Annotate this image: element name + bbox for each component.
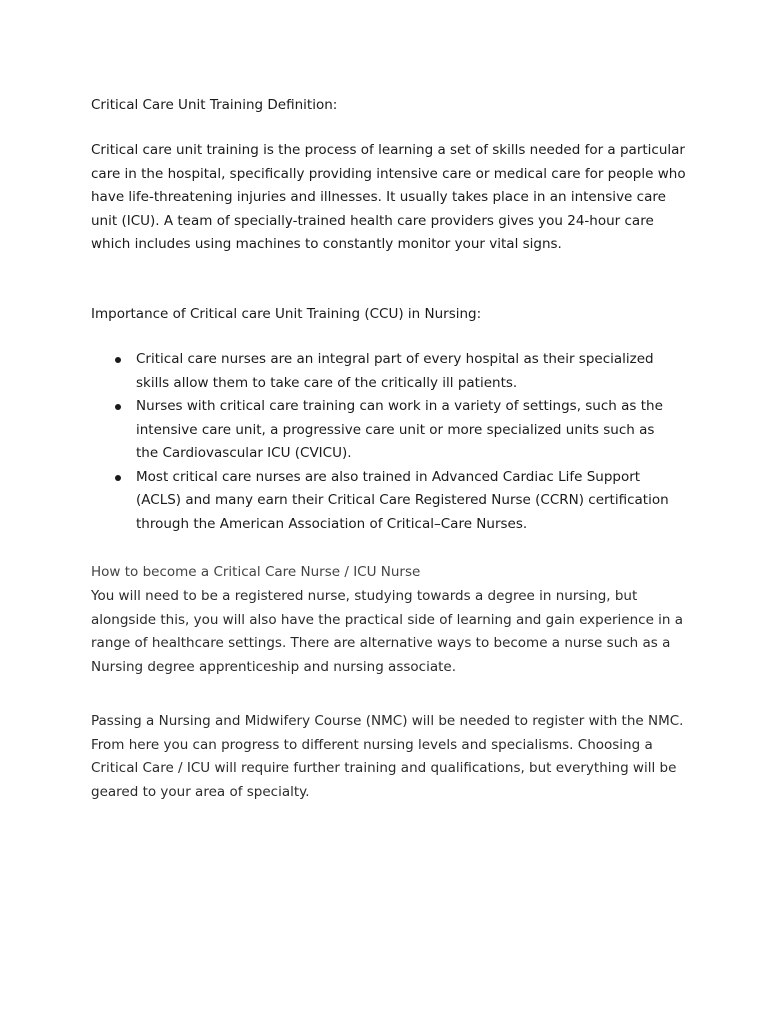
bullet-item <box>112 466 672 537</box>
bullet-icon <box>115 404 121 410</box>
bullet-item <box>112 395 672 466</box>
bullet-icon <box>115 357 121 363</box>
become-heading: How to become a Critical Care Nurse / ICU Nurse <box>91 564 421 580</box>
become-paragraph: You will need to be a registered nurse, studying towards a degree in nursing, but alongside this, you will also have the practical side of learning and gain experience in a range of healthcare settings. There are alternative ways to become a nurse such as a Nursing degree apprenticeship and nursing associate. <box>91 588 684 675</box>
importance-bullet-list <box>112 348 672 536</box>
bullet-text: Most critical care nurses are also trained in Advanced Cardiac Life Support (ACLS) and many earn their Critical Care Registered Nurse (CCRN) certification through the American Association of Critical–Care Nurses. <box>136 468 669 532</box>
definition-heading: Critical Care Unit Training Definition: <box>91 97 338 113</box>
bullet-text: Critical care nurses are an integral part of every hospital as their specialized skills allow them to take care of the critically ill patients. <box>136 351 654 391</box>
bullet-icon <box>115 475 121 481</box>
bullet-item <box>112 348 672 395</box>
importance-heading: Importance of Critical care Unit Training (CCU) in Nursing: <box>91 306 482 322</box>
bullet-text: Nurses with critical care training can work in a variety of settings, such as the intensive care unit, a progressive care unit or more specialized units such as the Cardiovascular ICU (CVICU). <box>136 398 663 461</box>
passing-paragraph: Passing a Nursing and Midwifery Course (NMC) will be needed to register with the NMC. From here you can progress to different nursing levels and specialisms. Choosing a Critical Care / ICU will require further training and qualifications, but everything will be geared to your area of specialty. <box>91 713 684 800</box>
definition-paragraph: Critical care unit training is the process of learning a set of skills needed for a particular care in the hospital, specifically providing intensive care or medical care for people who have life-threatening injuries and illnesses. It usually takes place in an intensive care unit (ICU). A team of specially-trained health care providers gives you 24-hour care which includes using machines to constantly monitor your vital signs. <box>91 142 686 252</box>
